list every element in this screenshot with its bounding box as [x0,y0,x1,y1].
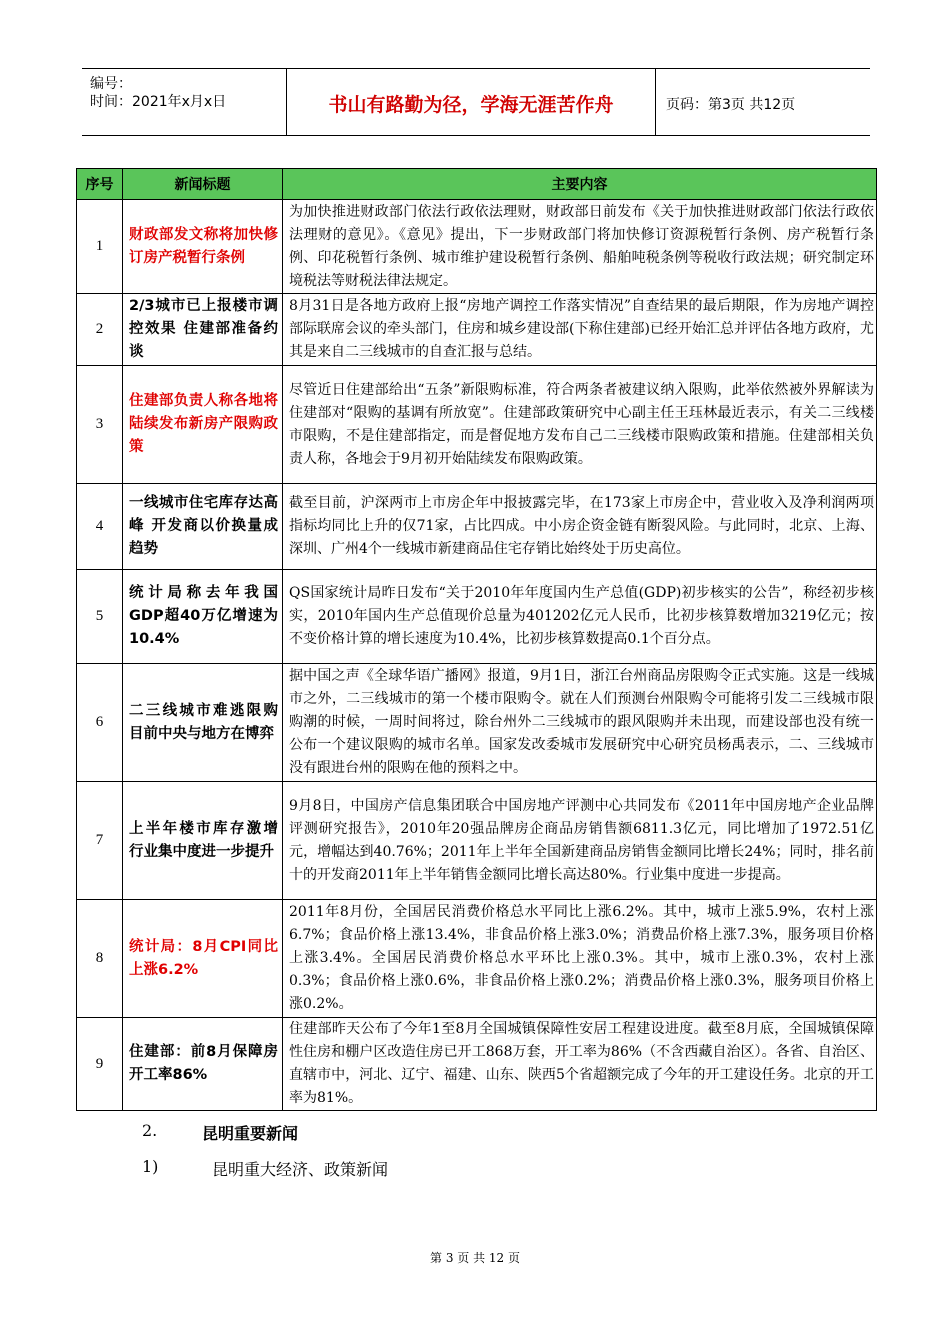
news-content: 为加快推进财政部门依法行政依法理财，财政部日前发布《关于加快推进财政部门依法行政依法理财的意见》。《意见》提出，下一步财政部门将加快修订资源税暂行条例、房产税暂行条例、印花税暂行条例、城市维护建设税暂行条例、船舶吨税条例等税收行政法规；研究制定环境税法等财税法律法规定。 [283,200,877,294]
header-info-cell [82,69,286,135]
table-row [77,570,877,664]
row-number: 1 [77,200,123,294]
news-content: 据中国之声《全球华语广播网》报道，9月1日，浙江台州商品房限购令正式实施。这是一线城市之外，二三线城市的第一个楼市限购令。就在人们预测台州限购令可能将引发二三线城市限购潮的时候，一周时间将过，除台州外二三线城市的跟风限购并未出现，而建设部也没有统一公布一个建议限购的城市名单。国家发改委城市发展研究中心研究员杨禹表示，二、三线城市没有跟进台州的限购在他的预料之中。 [283,664,877,782]
table-row [77,294,877,366]
table-row [77,200,877,294]
column-header-num: 序号 [77,169,123,200]
row-number: 7 [77,782,123,900]
news-title: 二三线城市难逃限购 目前中央与地方在博弈 [123,664,283,782]
table-row [77,484,877,570]
table-row [77,664,877,782]
news-title: 住建部：前8月保障房开工率86% [123,1018,283,1111]
subsection-number: 1) [142,1157,159,1176]
news-content: 截至目前，沪深两市上市房企年中报披露完毕，在173家上市房企中，营业收入及净利润两项指标均同比上升的仅71家，占比四成。中小房企资金链有断裂风险。与此同时，北京、上海、深圳、广州4个一线城市新建商品住宅存销比始终处于历史高位。 [283,484,877,570]
news-content: 8月31日是各地方政府上报“房地产调控工作落实情况”自查结果的最后期限，作为房地产调控部际联席会议的牵头部门，住房和城乡建设部(下称住建部)已经开始汇总并评估各地方政府，尤其是来自二三线城市的自查汇报与总结。 [283,294,877,366]
row-number: 8 [77,900,123,1018]
page-header [82,68,870,136]
news-title: 统计局称去年我国GDP超40万亿增速为10.4% [123,570,283,664]
row-number: 6 [77,664,123,782]
row-number: 2 [77,294,123,366]
news-title: 财政部发文称将加快修订房产税暂行条例 [123,200,283,294]
row-number: 5 [77,570,123,664]
column-header-content: 主要内容 [283,169,877,200]
table-row [77,1018,877,1111]
news-title: 上半年楼市库存激增 行业集中度进一步提升 [123,782,283,900]
number-label: 编号： [90,76,132,92]
table-row [77,366,877,484]
date-label: 时间：2021年x月x日 [90,94,227,110]
table-row [77,900,877,1018]
row-number: 3 [77,366,123,484]
page-footer: 第 3 页 共 12 页 [430,1251,520,1265]
section-title: 昆明重要新闻 [202,1124,299,1143]
page-label: 页码：第3页 共12页 [666,97,796,113]
subsection-title: 昆明重大经济、政策新闻 [212,1160,389,1179]
news-content: 尽管近日住建部给出“五条”新限购标准，符合两条者被建议纳入限购，此举依然被外界解读为住建部对“限购的基调有所放宽”。住建部政策研究中心副主任王珏林最近表示，有关二三线楼市限购，不是住建部指定，而是督促地方发布自己二三线楼市限购政策和措施。住建部相关负责人称，各地会于9月初开始陆续发布限购政策。 [283,366,877,484]
news-title: 住建部负责人称各地将陆续发布新房产限购政策 [123,366,283,484]
row-number: 9 [77,1018,123,1111]
table-row [77,782,877,900]
news-content: 住建部昨天公布了今年1至8月全国城镇保障性安居工程建设进度。截至8月底，全国城镇保障性住房和棚户区改造住房已开工868万套，开工率为86%（不含西藏自治区）。各省、自治区、直辖市中，河北、辽宁、福建、山东、陕西5个省超额完成了今年的开工建设任务。北京的开工率为81%。 [283,1018,877,1111]
row-number: 4 [77,484,123,570]
news-content: 2011年8月份，全国居民消费价格总水平同比上涨6.2%。其中，城市上涨5.9%，农村上涨6.7%；食品价格上涨13.4%，非食品价格上涨3.0%；消费品价格上涨7.3%，服务项目价格上涨3.4%。全国居民消费价格总水平环比上涨0.3%。其中，城市上涨0.3%，农村上涨0.3%；食品价格上涨0.6%，非食品价格上涨0.2%；消费品价格上涨0.3%，服务项目价格上涨0.2%。 [283,900,877,1018]
news-table [76,168,877,1111]
news-title: 一线城市住宅库存达高峰 开发商以价换量成趋势 [123,484,283,570]
news-content: 9月8日，中国房产信息集团联合中国房地产评测中心共同发布《2011年中国房地产企业品牌评测研究报告》，2010年20强品牌房企商品房销售额6811.3亿元，同比增加了1972.51亿元，增幅达到40.76%；2011年上半年全国新建商品房销售金额同比增长24%；同时，排名前十的开发商2011年上半年销售金额同比增长高达80%。行业集中度进一步提高。 [283,782,877,900]
table-header-row [77,169,877,200]
column-header-title: 新闻标题 [123,169,283,200]
header-motto-cell [286,69,656,135]
motto: 书山有路勤为径，学海无涯苦作舟 [328,94,614,116]
section-number: 2. [142,1121,158,1140]
news-title: 统计局：8月CPI同比上涨6.2% [123,900,283,1018]
news-title: 2/3城市已上报楼市调控效果 住建部准备约谈 [123,294,283,366]
news-content: QS国家统计局昨日发布“关于2010年年度国内生产总值(GDP)初步核实的公告”，称经初步核实，2010年国内生产总值现价总量为401202亿元人民币，比初步核算数增加3219亿元；按不变价格计算的增长速度为10.4%，比初步核算数提高0.1个百分点。 [283,570,877,664]
header-page-cell [656,69,870,135]
